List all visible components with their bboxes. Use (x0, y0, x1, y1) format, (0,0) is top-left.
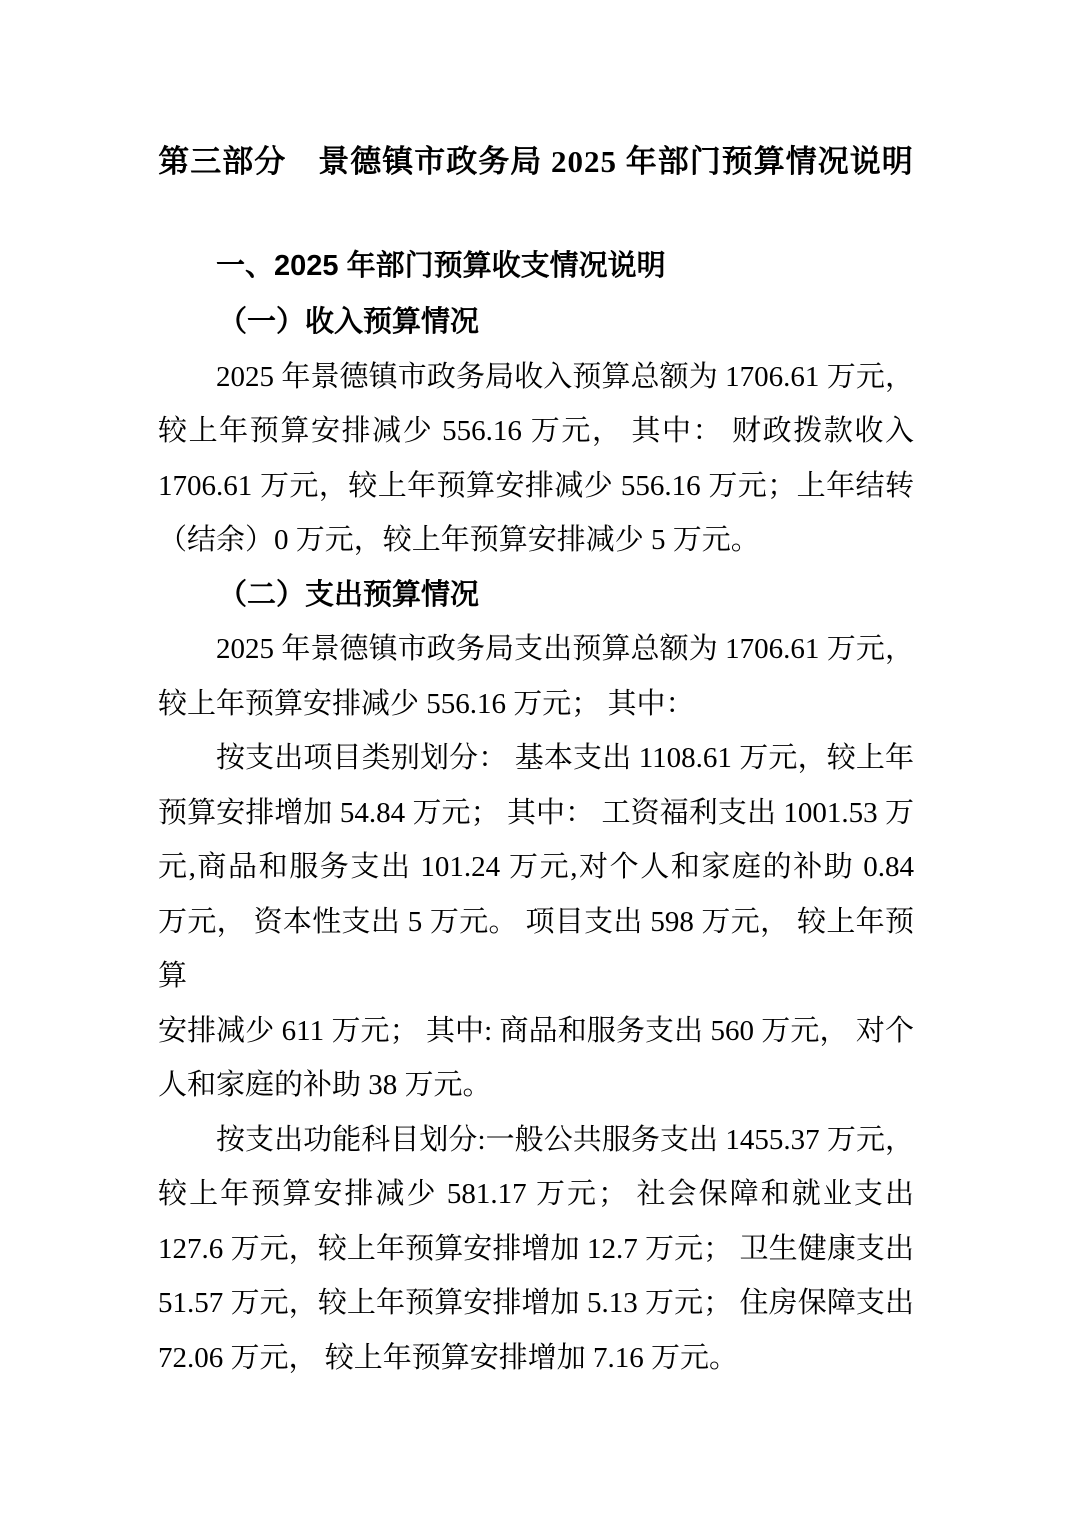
text-line: （结余）0 万元，较上年预算安排减少 5 万元。 (158, 524, 760, 556)
text-line: 51.57 万元，较上年预算安排增加 5.13 万元； 住房保障支出 (158, 1287, 914, 1319)
text-line: 较上年预算安排减少 581.17 万元； 社会保障和就业支出 (158, 1178, 914, 1210)
text-line: 较上年预算安排减少 556.16 万元； 其中： (158, 687, 695, 720)
text-line: 按支出功能科目划分:一般公共服务支出 1455.37 万元， (216, 1123, 914, 1156)
text-line: 按支出项目类别划分： 基本支出 1108.61 万元，较上年 (216, 742, 914, 774)
text-line: 万元， 资本性支出 5 万元。 项目支出 598 万元， 较上年预算 (158, 905, 914, 992)
text-line: 127.6 万元，较上年预算安排增加 12.7 万元； 卫生健康支出 (158, 1232, 914, 1265)
text-line: 人和家庭的补助 38 万元。 (158, 1069, 492, 1101)
section-heading: 一、2025 年部门预算收支情况说明 (216, 250, 666, 282)
text-line: 较上年预算安排减少 556.16 万元， 其中： 财政拨款收入 (158, 415, 914, 447)
document-body (158, 295, 914, 1385)
text-line: 2025 年景德镇市政务局收入预算总额为 1706.61 万元， (216, 360, 914, 393)
text-line: 元,商品和服务支出 101.24 万元,对个人和家庭的补助 0.84 (158, 851, 914, 883)
text-line: 安排减少 611 万元； 其中: 商品和服务支出 560 万元， 对个 (158, 1014, 914, 1047)
text-line: 预算安排增加 54.84 万元； 其中： 工资福利支出 1001.53 万 (158, 796, 914, 829)
text-line: 72.06 万元， 较上年预算安排增加 7.16 万元。 (158, 1341, 739, 1374)
text-line: 2025 年景德镇市政务局支出预算总额为 1706.61 万元， (216, 633, 914, 665)
text-line: 1706.61 万元，较上年预算安排减少 556.16 万元；上年结转 (158, 469, 914, 502)
subsection-heading: （一）收入预算情况 (218, 306, 480, 338)
subsection-heading: （二）支出预算情况 (218, 578, 480, 611)
page-title: 第三部分 景德镇市政务局 2025 年部门预算情况说明 (158, 144, 914, 179)
